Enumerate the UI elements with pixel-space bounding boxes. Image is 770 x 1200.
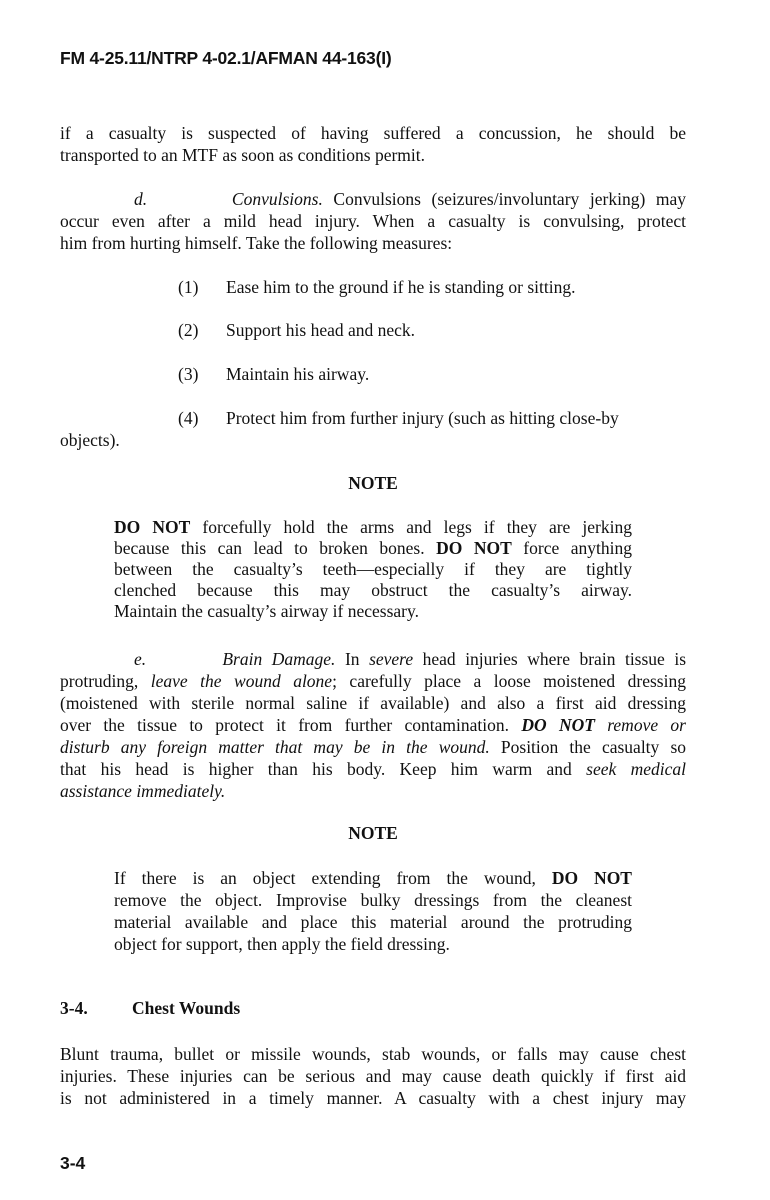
measure-text: Maintain his airway.: [226, 364, 370, 384]
note-line: DO NOT forcefully hold the arms and legs if they are jerking: [114, 517, 632, 537]
section-number: 3-4.: [60, 998, 88, 1018]
chest-paragraph: [60, 1043, 686, 1109]
measure-text: Protect him from further injury (such as hitting close-by: [226, 408, 619, 428]
intro-paragraph: [60, 122, 686, 166]
brain-line: protruding, leave the wound alone; carefully place a loose moistened dressing: [60, 671, 686, 691]
brain-line: e. Brain Damage. In severe head injuries where brain tissue is: [134, 649, 687, 669]
note-body: [114, 517, 632, 622]
measure-number: (3): [178, 364, 199, 384]
brain-line: (moistened with sterile normal saline if available) and also a first aid dressing: [60, 693, 686, 713]
note-line: material available and place this material around the protruding: [114, 912, 632, 932]
page-header: FM 4-25.11/NTRP 4-02.1/AFMAN 44-163(I): [60, 48, 392, 68]
page-number: 3-4: [60, 1153, 86, 1173]
brain-damage-paragraph: [60, 648, 686, 802]
brain-title: Brain Damage.: [222, 649, 336, 669]
measure-number: (2): [178, 320, 199, 340]
section-title: Chest Wounds: [132, 998, 241, 1018]
chest-line: is not administered in a timely manner. A casualty with a chest injury may: [60, 1088, 686, 1108]
convulsions-line: occur even after a mild head injury. When a casualty is convulsing, protect: [60, 211, 686, 231]
section-heading: [60, 998, 240, 1019]
convulsions-title: Convulsions.: [231, 189, 323, 209]
convulsions-line: d. Convulsions. Convulsions (seizures/involuntary jerking) may: [134, 189, 686, 209]
brain-line: disturb any foreign matter that may be in the wound. Position the casualty so: [60, 737, 687, 757]
note-line: Maintain the casualty’s airway if necessary.: [114, 601, 420, 621]
convulsions-line: him from hurting himself. Take the following measures:: [60, 233, 453, 253]
note-body: [114, 867, 632, 955]
note-title: NOTE: [348, 823, 398, 843]
note-line: If there is an object extending from the wound, DO NOT: [114, 868, 632, 888]
convulsions-paragraph: [60, 188, 686, 254]
note-line: object for support, then apply the field dressing.: [114, 934, 450, 954]
note-line: because this can lead to broken bones. DO NOT force anything: [114, 538, 632, 558]
brain-line: assistance immediately.: [60, 781, 226, 801]
note-title: NOTE: [348, 473, 398, 493]
convulsions-letter: d.: [134, 189, 148, 209]
note-line: clenched because this may obstruct the casualty’s airway.: [114, 580, 632, 600]
measure-item: [178, 363, 369, 385]
intro-line: transported to an MTF as soon as conditions permit.: [60, 145, 426, 165]
brain-letter: e.: [134, 649, 147, 669]
brain-line: over the tissue to protect it from further contamination. DO NOT remove or: [60, 715, 686, 735]
measure-number: (1): [178, 277, 199, 297]
measure-text: Ease him to the ground if he is standing or sitting.: [226, 277, 576, 297]
intro-line: if a casualty is suspected of having suffered a concussion, he should be: [60, 123, 686, 143]
brain-line: that his head is higher than his body. Keep him warm and seek medical: [60, 759, 686, 779]
measure-item: [178, 407, 619, 429]
measure-number: (4): [178, 408, 199, 428]
measure-text: Support his head and neck.: [226, 320, 416, 340]
measure-item: [178, 276, 575, 298]
chest-line: injuries. These injuries can be serious and may cause death quickly if first aid: [60, 1066, 686, 1086]
note-line: between the casualty’s teeth—especially if they are tightly: [114, 559, 632, 579]
measure-item: [178, 319, 415, 341]
note-line: remove the object. Improvise bulky dressings from the cleanest: [114, 890, 632, 910]
measure-continuation: objects).: [60, 430, 120, 450]
chest-line: Blunt trauma, bullet or missile wounds, stab wounds, or falls may cause chest: [60, 1044, 686, 1064]
